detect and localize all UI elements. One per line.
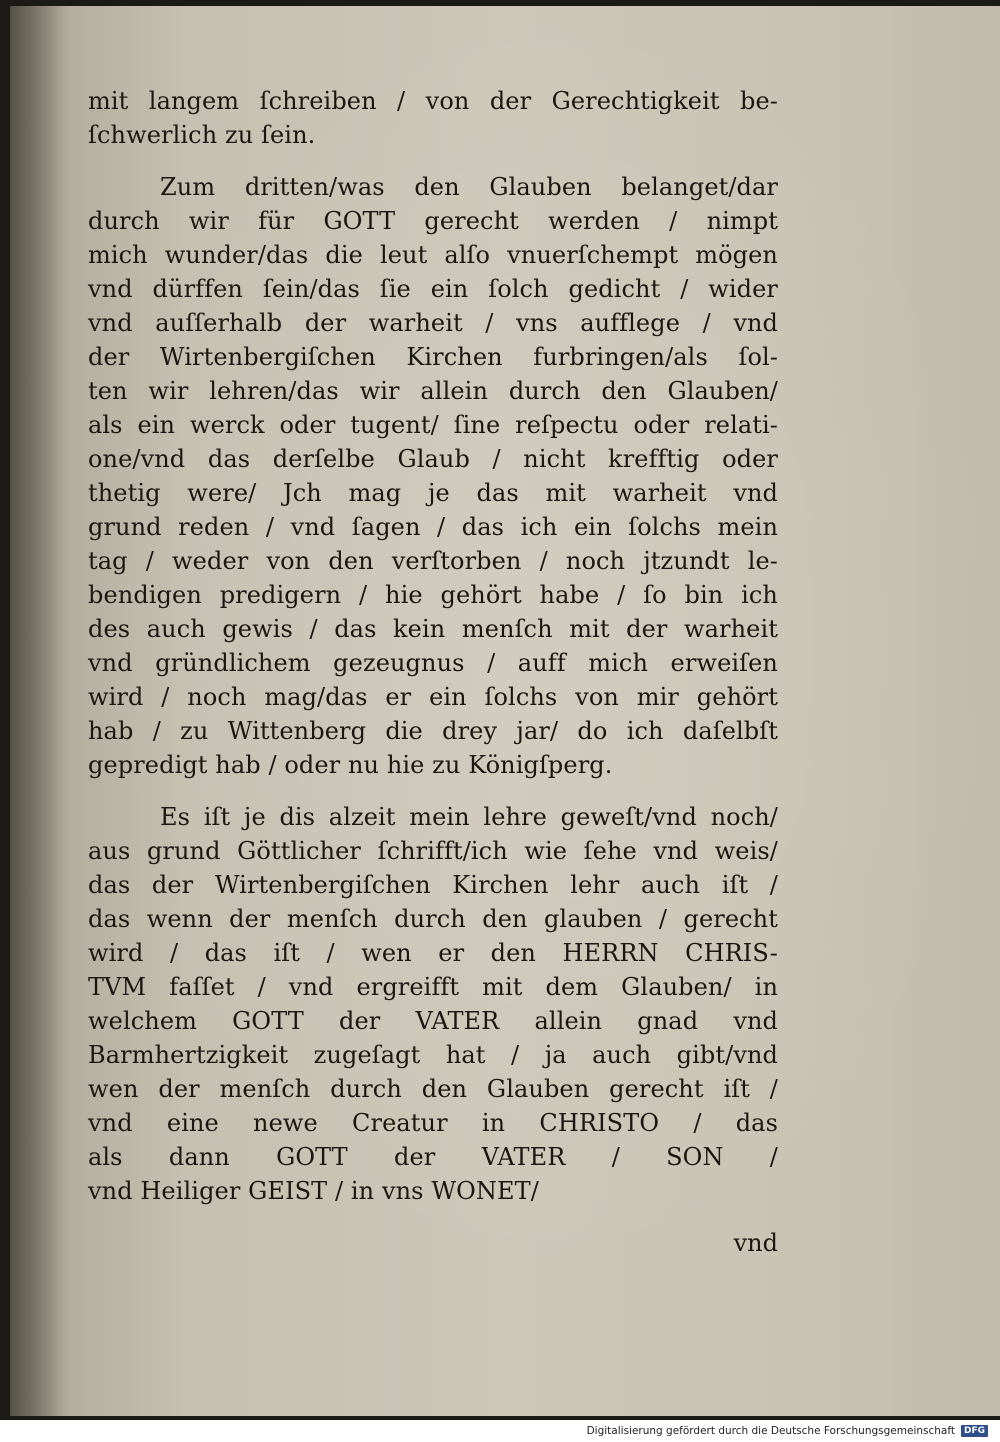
text-line: vnd gründlichem gezeugnus / auff mich erweiſen <box>88 649 778 677</box>
text-line: aus grund Göttlicher ſchrifft/ich wie ſehe vnd weis/ <box>88 837 778 865</box>
text-line: ten wir lehren/das wir allein durch den Glauben/ <box>88 377 778 405</box>
text-line: vnd Heiliger GEIST / in vns WONET/ <box>88 1177 539 1205</box>
text-line: das wenn der menſch durch den glauben / gerecht <box>88 905 778 933</box>
text-line: als dann GOTT der VATER / SON / <box>88 1143 778 1171</box>
text-line: vnd dürffen ſein/das ſie ein ſolch gedicht / wider <box>88 275 778 303</box>
text-line: hab / zu Wittenberg die drey jar/ do ich daſelbſt <box>88 717 778 745</box>
paragraph <box>88 84 778 152</box>
text-line: des auch gewis / das kein menſch mit der warheit <box>88 615 778 643</box>
text-line: ſchwerlich zu ſein. <box>88 121 316 149</box>
paragraph <box>88 170 778 782</box>
text-line: thetig were/ Jch mag je das mit warheit vnd <box>88 479 778 507</box>
text-line: wen der menſch durch den Glauben gerecht iſt / <box>88 1075 778 1103</box>
text-line: wird / das iſt / wen er den HERRN CHRIS- <box>88 939 778 967</box>
gutter-shadow <box>10 6 70 1416</box>
text-line: Es iſt je dis alzeit mein lehre geweſt/vnd noch/ <box>160 803 778 831</box>
paragraph <box>88 800 778 1208</box>
text-line: welchem GOTT der VATER allein gnad vnd <box>88 1007 778 1035</box>
text-line: TVM faſſet / vnd ergreifft mit dem Glauben/ in <box>88 973 778 1001</box>
text-line: der Wirtenbergiſchen Kirchen furbringen/als ſol- <box>88 343 778 371</box>
text-line: mit langem ſchreiben / von der Gerechtigkeit be- <box>88 87 778 115</box>
text-line: one/vnd das derſelbe Glaub / nicht krefftig oder <box>88 445 778 473</box>
text-line: gepredigt hab / oder nu hie zu Königſperg. <box>88 751 613 779</box>
text-line: Barmhertzigkeit zugeſagt hat / ja auch gibt/vnd <box>88 1041 778 1069</box>
text-line: das der Wirtenbergiſchen Kirchen lehr auch iſt / <box>88 871 778 899</box>
text-line: wird / noch mag/das er ein ſolchs von mir gehört <box>88 683 778 711</box>
text-line: grund reden / vnd ſagen / das ich ein ſolchs mein <box>88 513 778 541</box>
text-line: durch wir für GOTT gerecht werden / nimpt <box>88 207 778 235</box>
page-text <box>88 84 778 1260</box>
text-line: vnd eine newe Creatur in CHRISTO / das <box>88 1109 778 1137</box>
text-line: vnd auſſerhalb der warheit / vns aufflege / vnd <box>88 309 778 337</box>
footer-credit <box>587 1424 988 1438</box>
text-line: tag / weder von den verſtorben / noch jtzundt le- <box>88 547 778 575</box>
text-line: mich wunder/das die leut alſo vnuerſchempt mögen <box>88 241 778 269</box>
catchword: vnd <box>733 1229 778 1257</box>
footer-credit-text: Digitalisierung gefördert durch die Deutsche Forschungsgemeinschaft <box>586 1425 955 1437</box>
book-page <box>10 6 1000 1416</box>
text-line: als ein werck oder tugent/ ſine reſpectu oder relati- <box>88 411 778 439</box>
dfg-logo: DFG <box>961 1425 988 1437</box>
text-line: Zum dritten/was den Glauben belanget/dar <box>160 173 778 201</box>
text-line: bendigen predigern / hie gehört habe / ſo bin ich <box>88 581 778 609</box>
